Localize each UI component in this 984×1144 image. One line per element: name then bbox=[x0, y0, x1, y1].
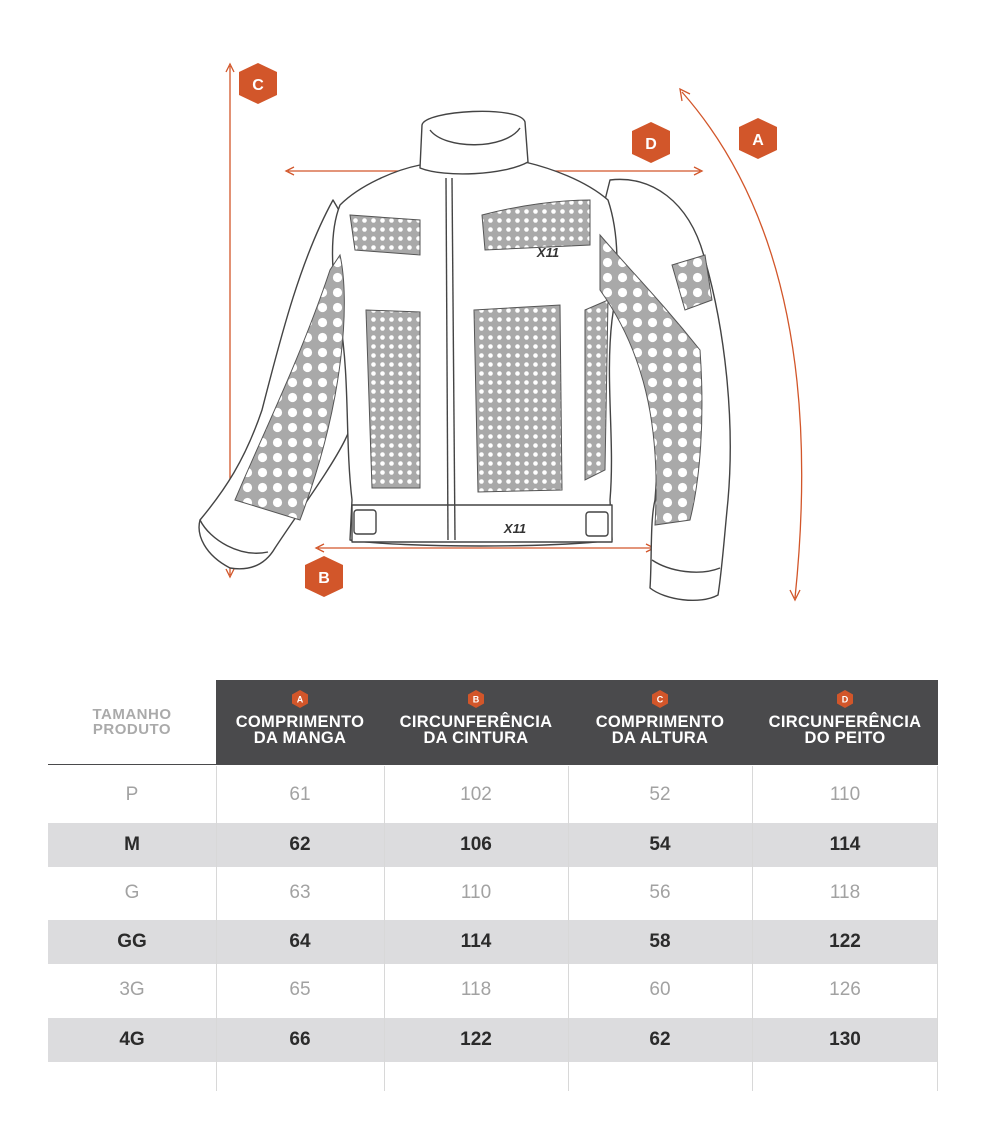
table-row bbox=[48, 968, 938, 1012]
waist-cell: 110 bbox=[460, 882, 492, 903]
column-header-line2: DA ALTURA bbox=[611, 729, 709, 747]
chest-cell: 130 bbox=[829, 1029, 861, 1050]
column-header-height bbox=[568, 680, 752, 764]
column-header-line1: CIRCUNFERÊNCIA bbox=[399, 713, 553, 731]
sleeve-length-cell: 61 bbox=[289, 784, 311, 805]
height-cell: 52 bbox=[649, 784, 671, 805]
marker-b-hexagon bbox=[305, 556, 343, 597]
table-row bbox=[48, 871, 938, 915]
waistband-brand-text: X11 bbox=[503, 521, 527, 536]
height-cell: 60 bbox=[649, 979, 671, 1000]
column-divider bbox=[216, 766, 217, 1091]
svg-text:C: C bbox=[656, 694, 664, 705]
chest-brand-text: X11 bbox=[536, 245, 560, 260]
size-table bbox=[48, 680, 938, 1090]
sleeve-length-cell: 65 bbox=[289, 979, 311, 1000]
size-cell: 4G bbox=[119, 1029, 145, 1050]
marker-d-hexagon bbox=[632, 122, 670, 163]
height-cell: 54 bbox=[649, 834, 671, 855]
height-cell: 62 bbox=[649, 1029, 671, 1050]
marker-a-label: A bbox=[752, 132, 764, 149]
height-cell: 58 bbox=[649, 931, 671, 952]
column-header-sleeve-length bbox=[216, 680, 384, 764]
size-cell: GG bbox=[117, 931, 147, 952]
waist-cell: 102 bbox=[460, 784, 492, 805]
chest-cell: 110 bbox=[829, 784, 861, 805]
header-divider bbox=[48, 764, 938, 765]
size-header-line1: TAMANHO bbox=[92, 706, 172, 723]
table-row bbox=[48, 823, 938, 867]
table-row bbox=[48, 773, 938, 817]
chest-cell: 114 bbox=[829, 834, 861, 855]
sleeve-length-cell: 62 bbox=[289, 834, 311, 855]
waist-cell: 122 bbox=[460, 1029, 492, 1050]
column-divider bbox=[752, 766, 753, 1091]
size-header-line2: PRODUTO bbox=[92, 721, 172, 738]
column-header-line1: COMPRIMENTO bbox=[235, 713, 365, 731]
sleeve-length-cell: 66 bbox=[289, 1029, 311, 1050]
size-cell: P bbox=[125, 784, 139, 805]
column-header-waist bbox=[384, 680, 568, 764]
marker-c-hexagon bbox=[239, 63, 277, 104]
svg-text:B: B bbox=[472, 694, 480, 705]
waist-cell: 114 bbox=[460, 931, 492, 952]
marker-a-badge bbox=[292, 690, 308, 708]
size-cell: G bbox=[124, 882, 140, 903]
svg-text:D: D bbox=[841, 694, 849, 705]
size-cell: 3G bbox=[119, 979, 145, 1000]
marker-d-label: D bbox=[645, 136, 657, 153]
column-header-line1: CIRCUNFERÊNCIA bbox=[768, 713, 922, 731]
column-header-line2: DA CINTURA bbox=[423, 729, 529, 747]
waist-cell: 106 bbox=[460, 834, 492, 855]
marker-a-hexagon bbox=[739, 118, 777, 159]
column-header-line2: DA MANGA bbox=[253, 729, 347, 747]
table-row bbox=[48, 920, 938, 964]
column-header-line2: DO PEITO bbox=[804, 729, 886, 747]
marker-b-label: B bbox=[318, 570, 330, 587]
column-divider bbox=[568, 766, 569, 1091]
table-row bbox=[48, 1018, 938, 1062]
sleeve-length-cell: 63 bbox=[289, 882, 311, 903]
column-divider bbox=[384, 766, 385, 1091]
marker-c-label: C bbox=[252, 77, 264, 94]
size-cell: M bbox=[124, 834, 140, 855]
sleeve-length-cell: 64 bbox=[289, 931, 311, 952]
chest-cell: 122 bbox=[829, 931, 861, 952]
column-header-chest bbox=[752, 680, 938, 764]
svg-text:A: A bbox=[296, 694, 304, 705]
chest-cell: 126 bbox=[829, 979, 861, 1000]
marker-d-badge bbox=[837, 690, 853, 708]
column-divider bbox=[937, 766, 938, 1091]
height-cell: 56 bbox=[649, 882, 671, 903]
marker-b-badge bbox=[468, 690, 484, 708]
marker-c-badge bbox=[652, 690, 668, 708]
waist-cell: 118 bbox=[460, 979, 492, 1000]
size-column-header bbox=[48, 680, 216, 764]
column-header-line1: COMPRIMENTO bbox=[595, 713, 725, 731]
chest-cell: 118 bbox=[829, 882, 861, 903]
